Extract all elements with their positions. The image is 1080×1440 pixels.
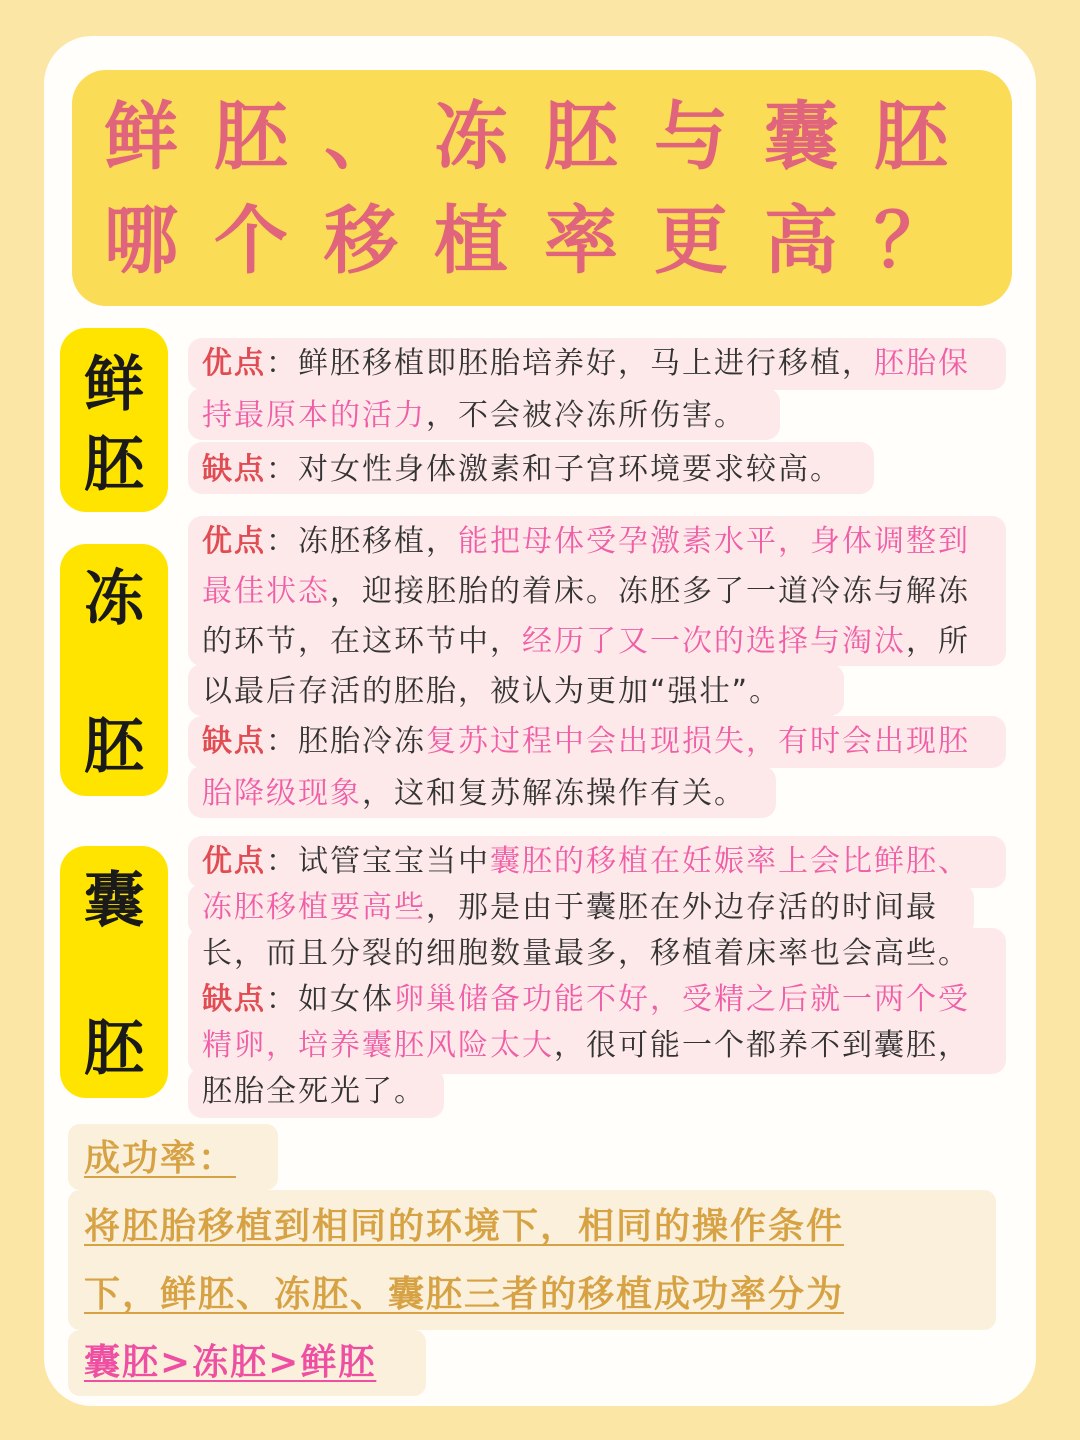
emphasis-text: 卵巢储备功能不好，受精之后就一两个受 bbox=[394, 982, 970, 1017]
body-text: ：如女体 bbox=[266, 982, 394, 1017]
emphasis-text: 胚胎保 bbox=[874, 346, 970, 381]
emphasis-text: 最佳状态 bbox=[202, 574, 330, 609]
cons-label: 缺点 bbox=[202, 452, 266, 487]
tag-char: 冻 bbox=[84, 564, 144, 634]
fresh-cons-line bbox=[202, 450, 842, 490]
emphasis-text: 冻胚移植要高些 bbox=[202, 890, 426, 925]
body-text: ：冻胚移植， bbox=[266, 524, 458, 559]
body-text: 以最后存活的胚胎，被认为更加“强壮”。 bbox=[202, 674, 782, 709]
success-heading: 成功率： bbox=[84, 1138, 237, 1179]
emphasis-text: 囊胚的移植在妊娠率上会比鲜胚、 bbox=[490, 844, 970, 879]
body-text: ，很可能一个都养不到囊胚， bbox=[554, 1028, 970, 1063]
body-text: ：试管宝宝当中 bbox=[266, 844, 490, 879]
frozen-pros-line bbox=[202, 572, 970, 612]
cons-label: 缺点 bbox=[202, 982, 266, 1017]
frozen-pros-line bbox=[202, 672, 781, 712]
blastocyst-pros-line bbox=[202, 888, 938, 928]
tag-char: 鲜 bbox=[84, 350, 144, 420]
frozen-pros-line bbox=[202, 622, 970, 662]
tag-char: 囊 bbox=[84, 866, 144, 936]
frozen-pros-line bbox=[202, 522, 970, 562]
body-text: 的环节，在这环节中， bbox=[202, 624, 522, 659]
pros-label: 优点 bbox=[202, 524, 266, 559]
fresh-pros-line bbox=[202, 396, 746, 436]
body-text: 长，而且分裂的细胞数量最多，移植着床率也会高些。 bbox=[202, 936, 970, 971]
body-text: ，所 bbox=[906, 624, 970, 659]
tag-char: 胚 bbox=[84, 430, 144, 500]
page-title-line-2: 哪个移植率更高？ bbox=[104, 198, 984, 284]
frozen-cons-line bbox=[202, 722, 970, 762]
frozen-embryo-tag bbox=[60, 544, 168, 796]
page-title-line-1: 鲜胚、冻胚与囊胚 bbox=[104, 94, 984, 180]
blastocyst-pros-line bbox=[202, 934, 970, 974]
body-text: ：鲜胚移植即胚胎培养好，马上进行移植， bbox=[266, 346, 874, 381]
body-text: ，迎接胚胎的着床。冻胚多了一道冷冻与解冻 bbox=[330, 574, 970, 609]
pros-label: 优点 bbox=[202, 346, 266, 381]
emphasis-text: 持最原本的活力 bbox=[202, 398, 426, 433]
tag-char: 胚 bbox=[84, 1014, 144, 1084]
blastocyst-tag bbox=[60, 846, 168, 1098]
success-text-line: 下，鲜胚、冻胚、囊胚三者的移植成功率分为 bbox=[84, 1274, 845, 1315]
emphasis-text: 复苏过程中会出现损失，有时会出现胚 bbox=[426, 724, 970, 759]
emphasis-text: 经历了又一次的选择与淘汰 bbox=[522, 624, 906, 659]
body-text: ，这和复苏解冻操作有关。 bbox=[362, 776, 746, 811]
emphasis-text: 胎降级现象 bbox=[202, 776, 362, 811]
blastocyst-cons-line bbox=[202, 980, 970, 1020]
blastocyst-cons-line bbox=[202, 1072, 426, 1112]
emphasis-text: 精卵，培养囊胚风险太大 bbox=[202, 1028, 554, 1063]
body-text: ，不会被冷冻所伤害。 bbox=[426, 398, 746, 433]
frozen-cons-line bbox=[202, 774, 746, 814]
cons-label: 缺点 bbox=[202, 724, 266, 759]
body-text: ：胚胎冷冻 bbox=[266, 724, 426, 759]
blastocyst-pros-line bbox=[202, 842, 970, 882]
fresh-pros-line bbox=[202, 344, 970, 384]
tag-char: 胚 bbox=[84, 712, 144, 782]
body-text: ，那是由于囊胚在外边存活的时间最 bbox=[426, 890, 938, 925]
pros-label: 优点 bbox=[202, 844, 266, 879]
success-ranking: 囊胚>冻胚>鲜胚 bbox=[84, 1342, 377, 1383]
body-text: 胚胎全死光了。 bbox=[202, 1074, 426, 1109]
body-text: ：对女性身体激素和子宫环境要求较高。 bbox=[266, 452, 842, 487]
emphasis-text: 能把母体受孕激素水平，身体调整到 bbox=[458, 524, 970, 559]
blastocyst-cons-line bbox=[202, 1026, 970, 1066]
success-text-line: 将胚胎移植到相同的环境下，相同的操作条件 bbox=[84, 1206, 845, 1247]
fresh-embryo-tag bbox=[60, 328, 168, 512]
